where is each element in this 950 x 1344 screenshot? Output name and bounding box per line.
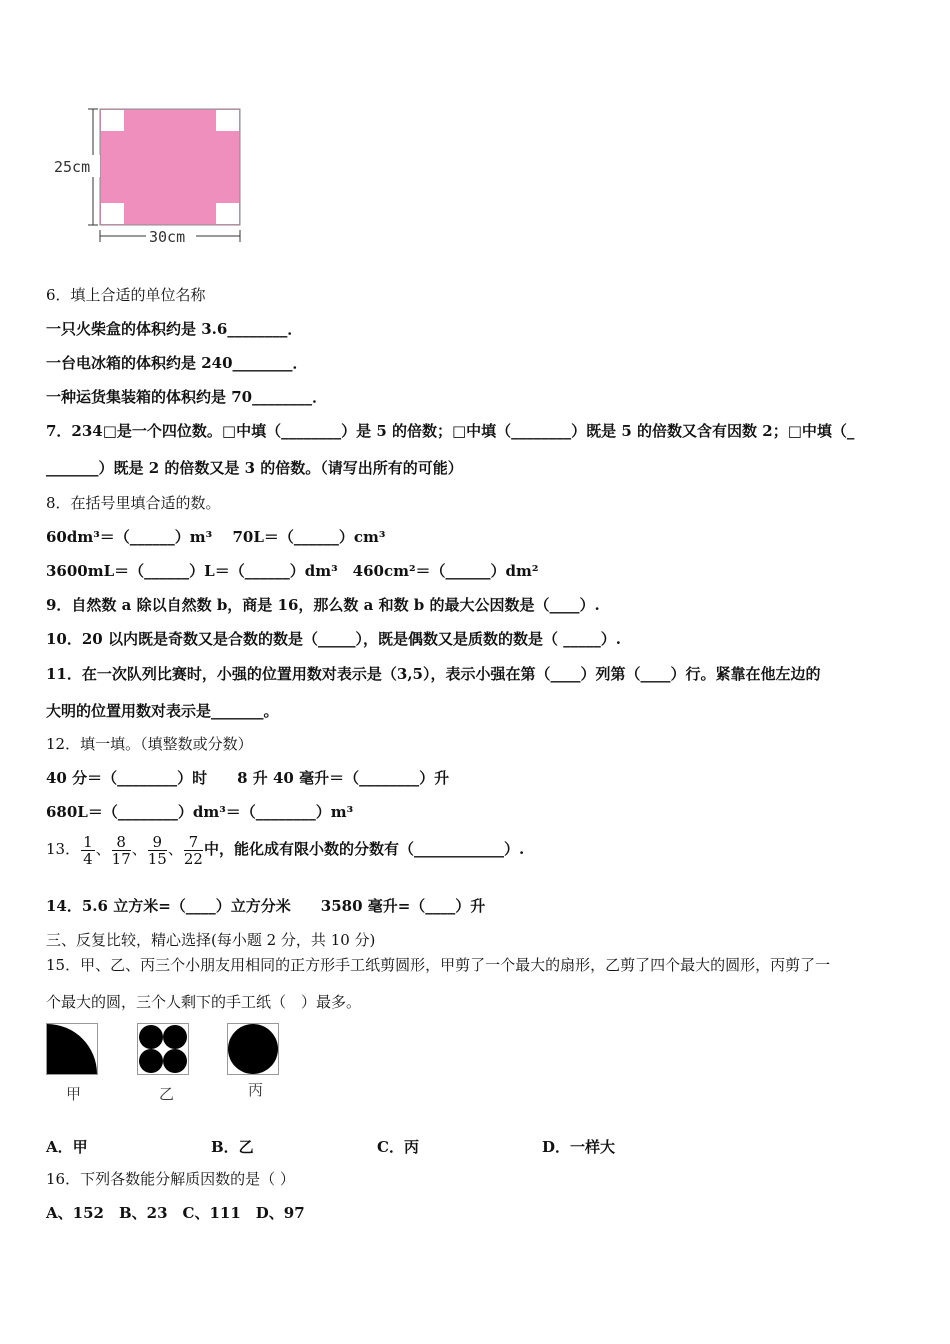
small-circle <box>139 1025 163 1049</box>
fraction-denominator: 17 <box>111 849 131 868</box>
figure-yi <box>137 1023 191 1077</box>
corner-square-tr <box>216 110 239 131</box>
q11-line1: 11．在一次队列比赛时，小强的位置用数对表示是（3,5），表示小强在第（____）列第（____）行。紧靠在他左边的 <box>46 665 821 683</box>
q15-option-d[interactable]: D．一样大 <box>542 1138 616 1156</box>
fraction-denominator: 4 <box>83 849 93 868</box>
q14: 14．5.6 立方米=（____）立方分米 3580 毫升=（____）升 <box>46 897 486 915</box>
q15-option-b[interactable]: B．乙 <box>211 1138 254 1156</box>
q6-line1: 一只火柴盒的体积约是 3.6________． <box>46 320 303 338</box>
q13 <box>46 832 524 867</box>
width-label: 30cm <box>149 228 186 246</box>
q15-line2: 个最大的圆，三个人剩下的手工纸（ ）最多。 <box>46 993 362 1011</box>
caption-jia: 甲 <box>66 1085 82 1103</box>
q12-title: 12．填一填。（填整数或分数） <box>46 735 253 753</box>
q13-prefix: 13． <box>46 840 81 858</box>
rectangle-figure <box>50 100 250 248</box>
caption-yi: 乙 <box>159 1085 175 1103</box>
figure-bing <box>227 1023 281 1077</box>
q12-line2: 680L＝（________）dm³＝（________）m³ <box>46 803 354 821</box>
height-label: 25cm <box>54 158 91 176</box>
q6-line3: 一种运货集装箱的体积约是 70________． <box>46 388 328 406</box>
separator: 、 <box>131 840 147 858</box>
fraction <box>184 834 203 867</box>
q15-option-a[interactable]: A．甲 <box>46 1138 88 1156</box>
q11-line2: 大明的位置用数对表示是_______。 <box>46 702 279 720</box>
fraction-numerator: 1 <box>83 832 93 851</box>
fraction <box>81 834 95 867</box>
fraction-denominator: 15 <box>147 849 167 868</box>
q6-title: 6．填上合适的单位名称 <box>46 286 206 304</box>
q8-title: 8．在括号里填合适的数。 <box>46 494 221 512</box>
q15-line1: 15．甲、乙、丙三个小朋友用相同的正方形手工纸剪圆形，甲剪了一个最大的扇形，乙剪了四个最大的圆形，丙剪了一 <box>46 956 831 974</box>
section3-heading: 三、反复比较，精心选择(每小题 2 分，共 10 分) <box>46 931 376 949</box>
q7-line1: 7．234□是一个四位数。□中填（________）是 5 的倍数；□中填（________）既是 5 的倍数又含有因数 2；□中填（_ <box>46 422 855 440</box>
q12-line1: 40 分＝（________）时 8 升 40 毫升＝（________）升 <box>46 769 450 787</box>
q16-options[interactable]: A、152 B、23 C、111 D、97 <box>46 1204 305 1222</box>
caption-bing: 丙 <box>248 1081 264 1099</box>
fraction-numerator: 7 <box>184 834 203 851</box>
corner-square-tl <box>101 110 124 131</box>
q8-line1: 60dm³＝（______）m³ 70L＝（______）cm³ <box>46 528 386 546</box>
fraction <box>112 834 131 867</box>
q6-line2: 一台电冰箱的体积约是 240________． <box>46 354 308 372</box>
fraction-denominator: 22 <box>183 849 203 868</box>
fraction-numerator: 9 <box>148 834 167 851</box>
q7-line2: _______）既是 2 的倍数又是 3 的倍数。（请写出所有的可能） <box>46 459 463 477</box>
corner-square-bl <box>101 203 124 224</box>
small-circle <box>163 1049 187 1073</box>
separator: 、 <box>167 840 183 858</box>
q15-option-c[interactable]: C．丙 <box>377 1138 419 1156</box>
corner-square-br <box>216 203 239 224</box>
q13-suffix: 中，能化成有限小数的分数有（____________）. <box>203 840 525 858</box>
q10: 10．20 以内既是奇数又是合数的数是（_____），既是偶数又是质数的数是（ _____）. <box>46 630 621 648</box>
small-circle <box>139 1049 163 1073</box>
fraction-numerator: 8 <box>112 834 131 851</box>
small-circle <box>163 1025 187 1049</box>
separator: 、 <box>95 840 111 858</box>
large-circle <box>228 1024 278 1074</box>
q8-line2: 3600mL＝（______）L＝（______）dm³ 460cm²＝（______）dm² <box>46 562 539 580</box>
q16-title: 16．下列各数能分解质因数的是（ ） <box>46 1170 295 1188</box>
figure-jia <box>46 1023 100 1077</box>
q9: 9．自然数 a 除以自然数 b，商是 16，那么数 a 和数 b 的最大公因数是（____）. <box>46 596 600 614</box>
fraction <box>148 834 167 867</box>
